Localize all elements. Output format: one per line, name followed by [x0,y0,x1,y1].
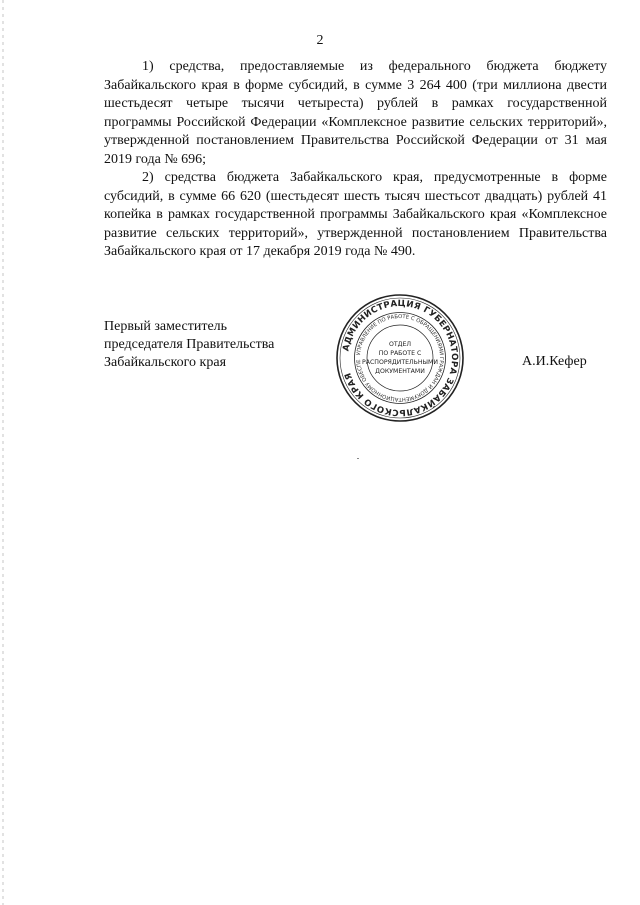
seal-inner-ring-text: УПРАВЛЕНИЕ ПО РАБОТЕ С ОБРАЩЕНИЯМИ ГРАЖДАН И ДОКУМЕНТАЦИОННОМУ ОБЕСПЕ [356,313,445,403]
paragraph-regional-funds: 2) средства бюджета Забайкальского края, предусмотренные в форме субсидий, в сумме 66 620 (шестьдесят шесть тысяч шестьсот двадцать) рублей 41 копейка в рамках государственной программы Забайкальского края «Комплексное развитие сельских территорий», утвержденной постановлением Правительства Забайкальского края от 17 декабря 2019 года № 490. [104,170,607,259]
paragraph-federal-funds: 1) средства, предоставляемые из федерального бюджета бюджету Забайкальского края в форме субсидий, в сумме 3 264 400 (три миллиона двести шестьдесят четыре тысячи четыреста) рублей в рамках государственной программы Российской Федерации «Комплексное развитие сельских территорий», утвержденной постановлением Правительства Российской Федерации от 31 мая 2019 года № 696; [104,59,607,167]
seal-center-line: ОТДЕЛ [388,341,412,348]
seal-graphic [333,291,467,425]
page-number: 2 [316,33,324,48]
signatory-title-line: Забайкальского края [104,355,227,370]
signatory-title-line: председателя Правительства [104,337,275,352]
scan-edge-artifact [2,0,4,905]
document-body [104,58,607,262]
official-seal-stamp [333,291,467,425]
seal-center-line: ПО РАБОТЕ С [378,350,422,357]
signatory-title [104,318,274,372]
scan-speck [357,458,359,459]
signatory-name: А.И.Кефер [522,354,587,369]
seal-center-line: РАСПОРЯДИТЕЛЬНЫМИ [362,359,438,366]
signatory-title-line: Первый заместитель [104,319,228,334]
seal-center-line: ДОКУМЕНТАМИ [375,368,425,375]
seal-outer-ring-text: АДМИНИСТРАЦИЯ ГУБЕРНАТОРА ЗАБАЙКАЛЬСКОГО КРАЯ [341,298,460,418]
